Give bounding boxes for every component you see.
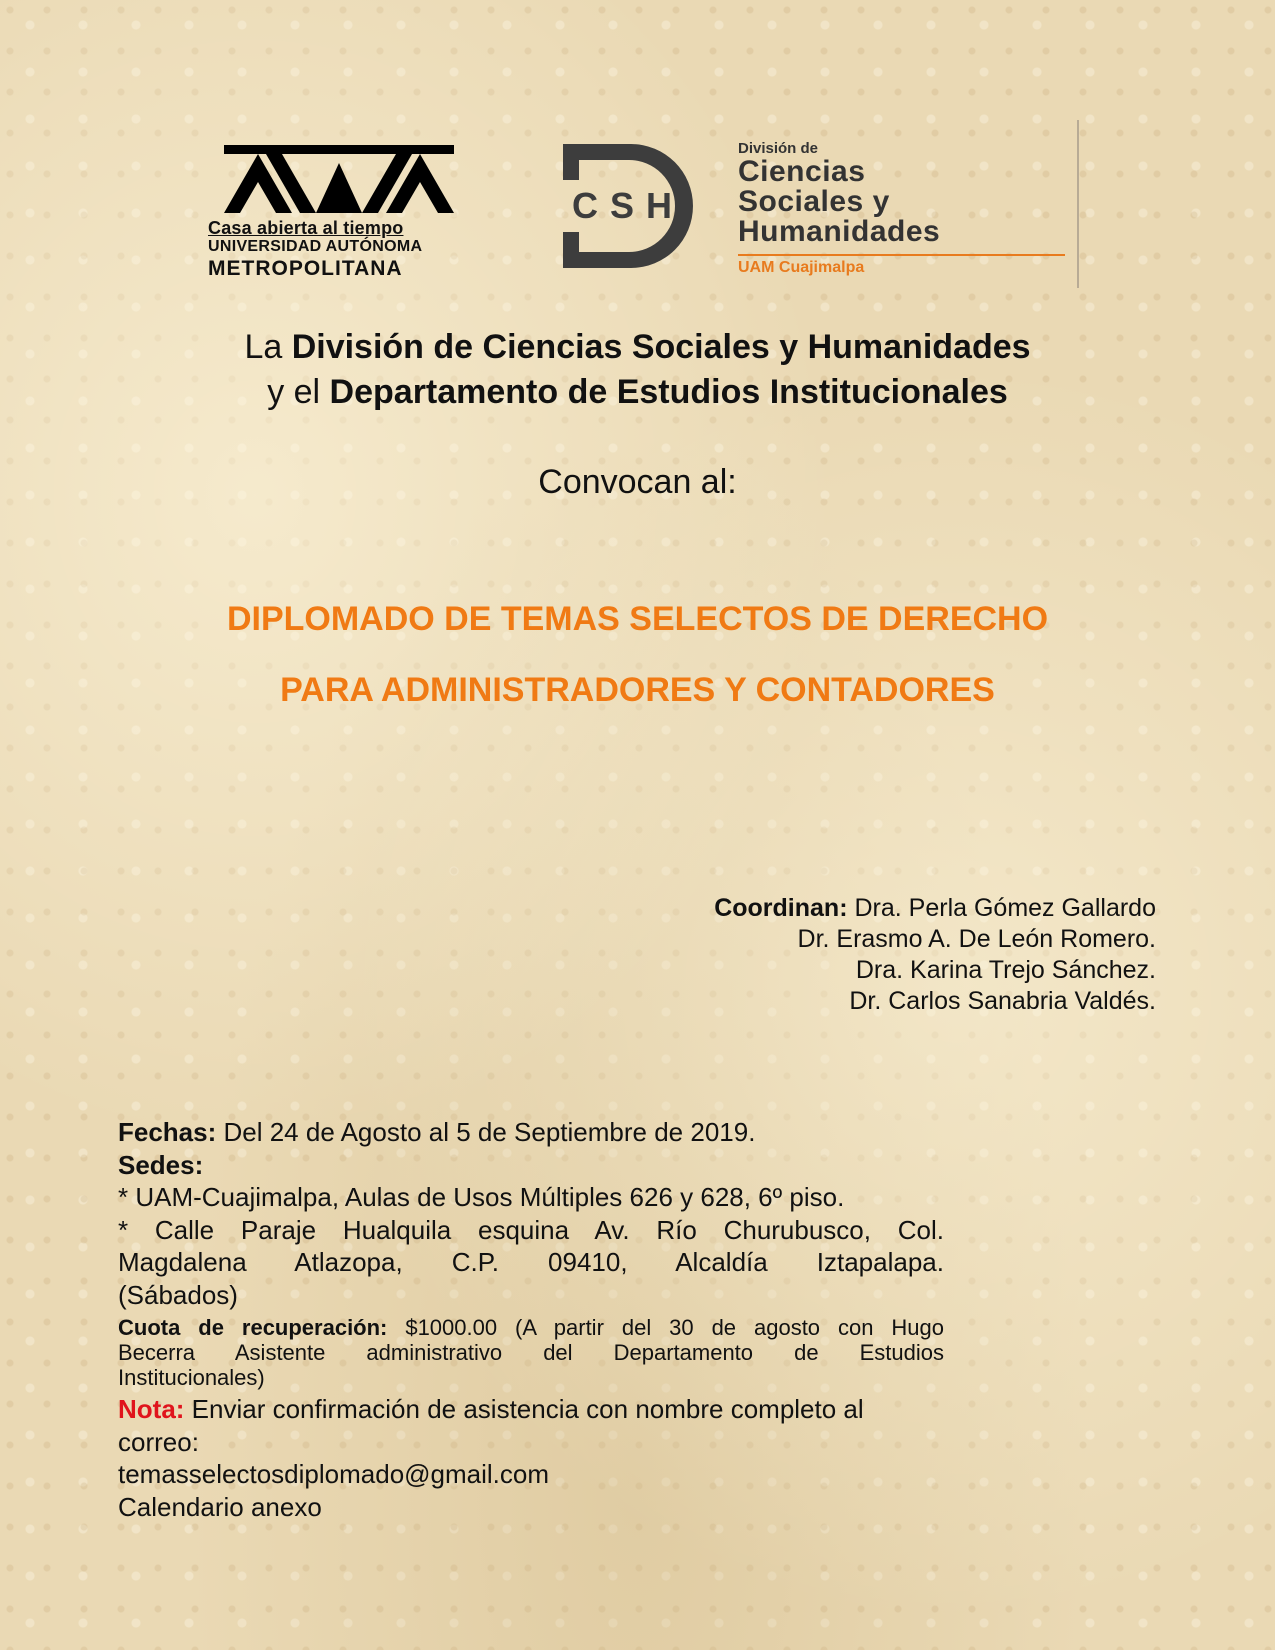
svg-text:CSH: CSH: [571, 185, 685, 226]
coordinators-block: [714, 893, 1156, 1017]
event-title-line-2: PARA ADMINISTRADORES Y CONTADORES: [280, 671, 995, 709]
venues-label: Sedes:: [118, 1149, 204, 1180]
coordinator-name: Dra. Karina Trejo Sánchez.: [855, 956, 1156, 984]
uam-emblem-icon: [224, 145, 454, 213]
intro-line-1: La División de Ciencias Sociales y Humanidades: [244, 328, 1031, 366]
uam-name-line: METROPOLITANA: [208, 257, 403, 280]
convocan-text: Convocan al:: [538, 463, 737, 501]
uam-logo: [208, 145, 470, 279]
event-title-line-1: DIPLOMADO DE TEMAS SELECTOS DE DERECHO: [226, 600, 1049, 638]
fee-block: Cuota de recuperación: $1000.00 (A partir del 30 de agosto con Hugo Becerra Asistente administrativo del Departamento de Estudios Institucionales): [118, 1315, 944, 1390]
csh-emblem-icon: [553, 138, 703, 278]
note-line: Nota: Enviar confirmación de asistencia con nombre completo al: [118, 1394, 864, 1424]
venue-1: * UAM-Cuajimalpa, Aulas de Usos Múltiples 626 y 628, 6º piso.: [118, 1182, 845, 1212]
coordinators-label: Coordinan:: [714, 894, 848, 922]
note-label: Nota:: [118, 1394, 185, 1424]
event-details: [118, 1116, 944, 1523]
vertical-divider: [1077, 120, 1079, 288]
contact-email: temasselectosdiplomado@gmail.com: [118, 1459, 550, 1489]
coordinator-name: Dr. Erasmo A. De León Romero.: [797, 925, 1156, 953]
csh-logo: [553, 138, 1083, 288]
note-line: correo:: [118, 1426, 199, 1457]
venue-2-line: Magdalena Atlazopa, C.P. 09410, Alcaldía Iztapalapa.: [118, 1247, 944, 1277]
venue-2-line: * Calle Paraje Hualquila esquina Av. Río Churubusco, Col.: [118, 1214, 944, 1245]
uam-motto: Casa abierta al tiempo: [208, 218, 404, 238]
intro-line-2: y el Departamento de Estudios Institucionales: [267, 373, 1008, 411]
uam-name-line: UNIVERSIDAD AUTÓNOMA: [208, 238, 423, 255]
dates-line: Fechas: Del 24 de Agosto al 5 de Septiembre de 2019.: [118, 1117, 756, 1147]
calendar-note: Calendario anexo: [118, 1491, 322, 1522]
csh-wordmark: División de Ciencias Sociales y Humanidades: [738, 140, 941, 248]
csh-campus: UAM Cuajimalpa: [738, 259, 865, 276]
csh-divider: [738, 254, 1065, 256]
fee-label: Cuota de recuperación:: [118, 1315, 388, 1340]
coordinator-name: Dr. Carlos Sanabria Valdés.: [849, 987, 1156, 1015]
venue-2-line: (Sábados): [118, 1279, 238, 1310]
coordinator-name: Dra. Perla Gómez Gallardo: [854, 894, 1156, 922]
